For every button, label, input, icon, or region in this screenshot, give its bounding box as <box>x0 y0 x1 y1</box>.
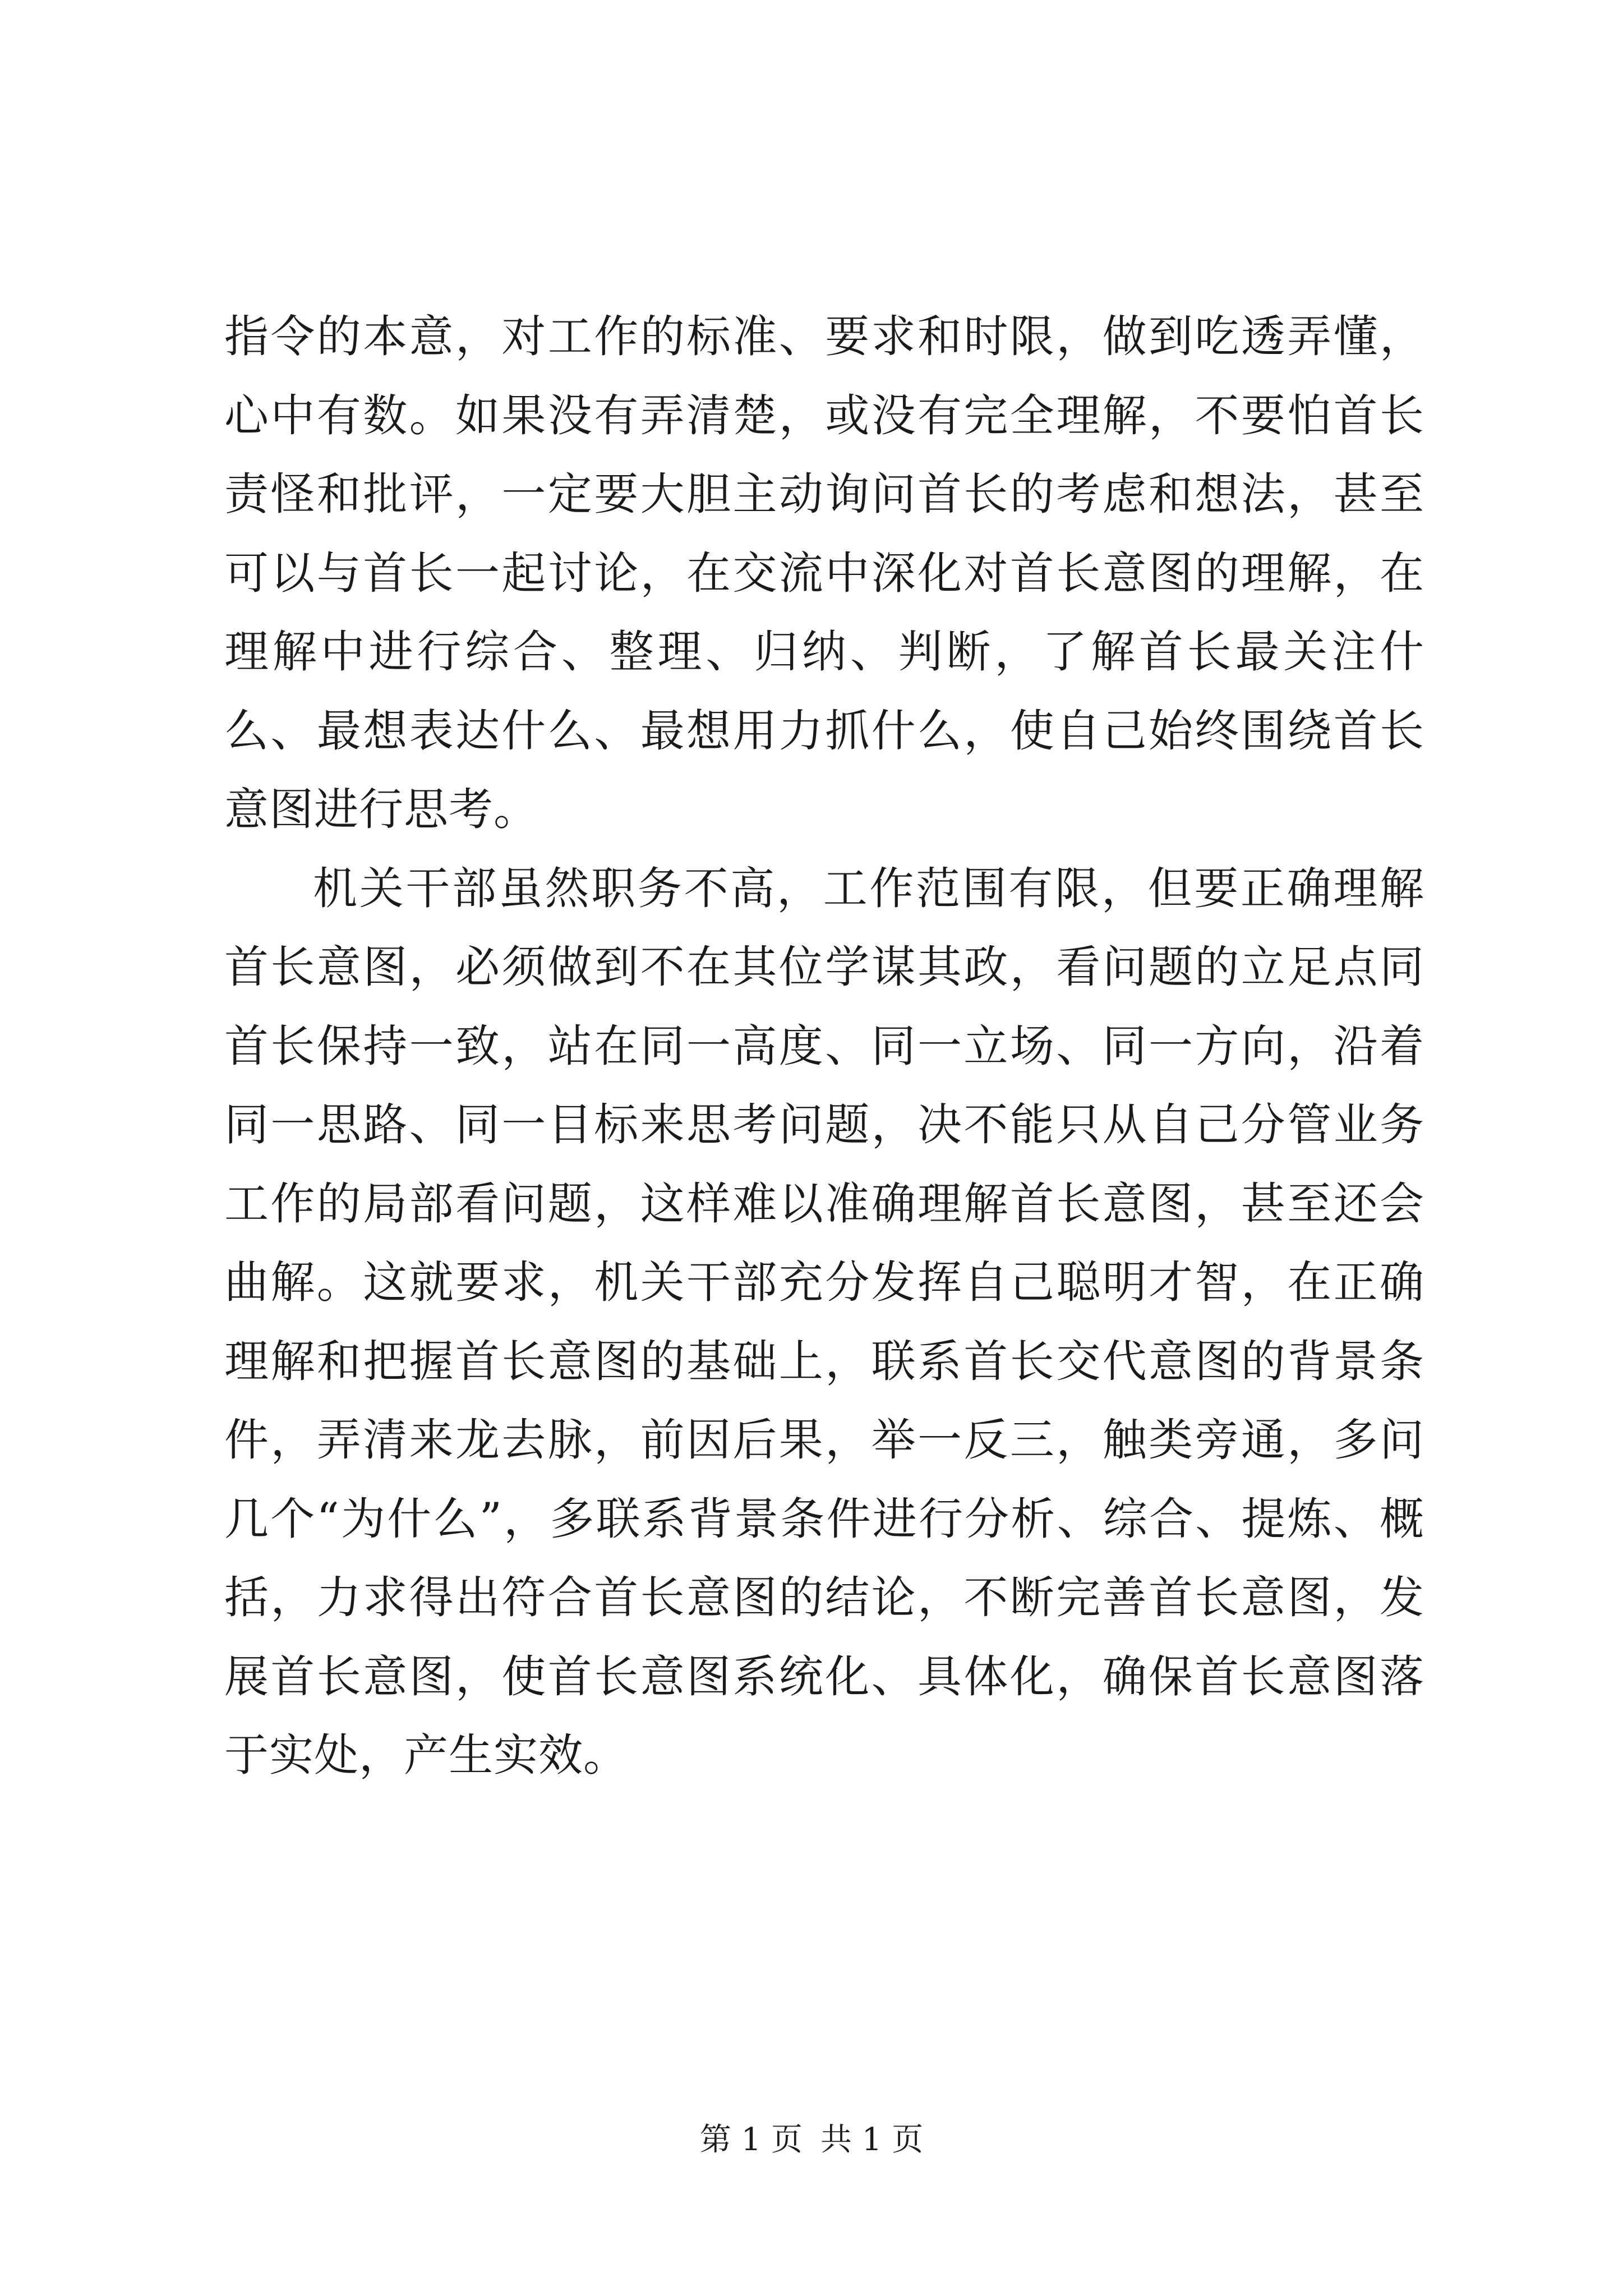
paragraph: 机关干部虽然职务不高，工作范围有限，但要正确理解首长意图，必须做到不在其位学谋其政，看问题的立足点同首长保持一致，站在同一高度、同一立场、同一方向，沿着同一思路、同一目标来思考问题，决不能只从自己分管业务工作的局部看问题，这样难以准确理解首长意图，甚至还会曲解。这就要求，机关干部充分发挥自己聪明才智，在正确理解和把握首长意图的基础上，联系首长交代意图的背景条件，弄清来龙去脉，前因后果，举一反三，触类旁通，多问几个“为什么”，多联系背景条件进行分析、综合、提炼、概括，力求得出符合首长意图的结论，不断完善首长意图，发展首长意图，使首长意图系统化、具体化，确保首长意图落于实处，产生实效。 <box>224 862 1424 1781</box>
document-body <box>224 297 1424 1795</box>
paragraph-continued: 指令的本意，对工作的标准、要求和时限，做到吃透弄懂，心中有数。如果没有弄清楚，或没有完全理解，不要怕首长责怪和批评，一定要大胆主动询问首长的考虑和想法，甚至可以与首长一起讨论，在交流中深化对首长意图的理解，在理解中进行综合、整理、归纳、判断，了解首长最关注什么、最想表达什么、最想用力抓什么，使自己始终围绕首长意图进行思考。 <box>224 311 1424 835</box>
page-total: 共 1 页 <box>820 2122 924 2158</box>
page-footer <box>0 2120 1623 2160</box>
page-number: 第 1 页 <box>699 2122 803 2158</box>
